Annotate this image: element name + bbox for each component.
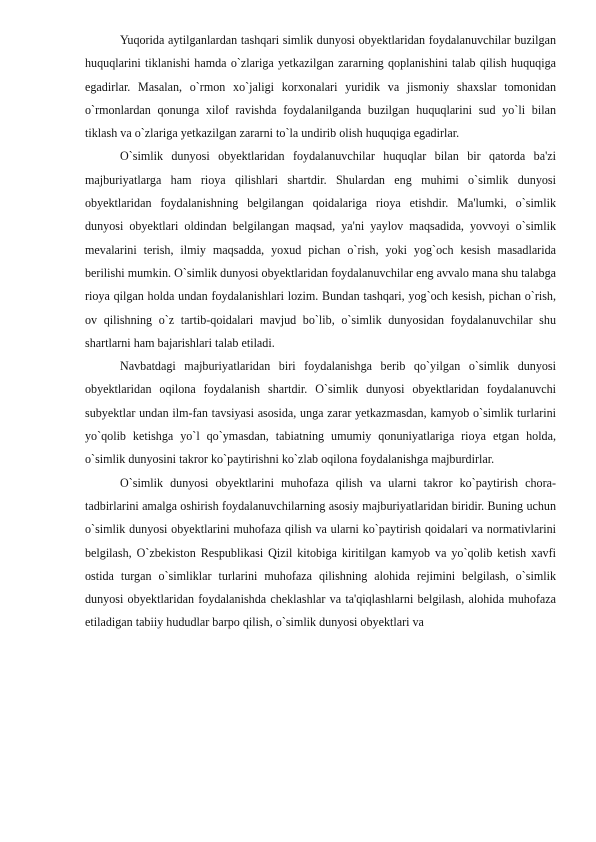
document-page xyxy=(85,29,556,635)
paragraph-protection-measures: O`simlik dunyosi obyektlarini muhofaza qilish va ularni takror ko`paytirish chora-tadbirlarini amalga oshirish foydalanuvchilarning asosiy majburiyatlaridan biridir. Buning uchun o`simlik dunyosi obyektlarini muhofaza qilish va ularni ko`paytirish qoidalari va normativlarini belgilash, O`zbekiston Respublikasi Qizil kitobiga kiritilgan kamyob va yo`qolib ketish xavfi ostida turgan o`simliklar turlarini muhofaza qilishning alohida rejimini belgilash, o`simlik dunyosi obyektlaridan foydalanishda cheklashlar va ta'qiqlashlarni belgilash, alohida muhofaza etiladigan tabiiy hududlar barpo qilish, o`simlik dunyosi obyektlari va xyxy=(85,475,556,630)
paragraph-rational-use: Navbatdagi majburiyatlaridan biri foydalanishga berib qo`yilgan o`simlik dunyosi obyektlaridan oqilona foydalanish shartdir. O`simlik dunyosi obyektlaridan foydalanuvchi subyektlar undan ilm-fan tavsiyasi asosida, unga zarar yetkazmasdan, kamyob o`simlik turlarini yo`qolib ketishga yo`l qo`ymasdan, tabiatning umumiy qonuniyatlariga rioya etgan holda, o`simlik dunyosini takror ko`paytirishni ko`zlab oqilona foydalanishga majburdirlar. xyxy=(85,359,556,467)
paragraph-user-obligations: O`simlik dunyosi obyektlaridan foydalanuvchilar huquqlar bilan bir qatorda ba'zi majburiyatlarga ham rioya qilishlari shartdir. Shulardan eng muhimi o`simlik dunyosi obyektlaridan foydalanishning belgilangan qoidalariga rioya etishdir. Ma'lumki, o`simlik dunyosi obyektlari oldindan belgilangan maqsad, ya'ni yaylov maqsadida, yovvoyi o`simlik mevalarini terish, ilmiy maqsadda, yoxud pichan o`rish, yoki yog`och kesish masadlarida berilishi mumkin. O`simlik dunyosi obyektlaridan foydalanuvchilar eng avvalo mana shu talabga rioya qilgan holda undan foydalanishlari lozim. Bundan tashqari, yog`och kesish, pichan o`rish, ov qilishning o`z tartib-qoidalari mavjud bo`lib, o`simlik dunyosidan foydalanuvchilar shu shartlarni ham bajarishlari talab etiladi. xyxy=(85,149,556,350)
paragraph-restoration-rights: Yuqorida aytilganlardan tashqari simlik dunyosi obyektlaridan foydalanuvchilar buzilgan huquqlarini tiklanishi hamda o`zlariga yetkazilgan zararning qoplanishini talab qilish huquqiga egadirlar. Masalan, o`rmon xo`jaligi korxonalari yuridik va jismoniy shaxslar tomonidan o`rmonlardan qonunga xilof ravishda foydalanilganda buzilgan huquqlarini sud yo`li bilan tiklash va o`zlariga yetkazilgan zararni to`la undirib olish huquqiga egadirlar. xyxy=(85,33,556,141)
